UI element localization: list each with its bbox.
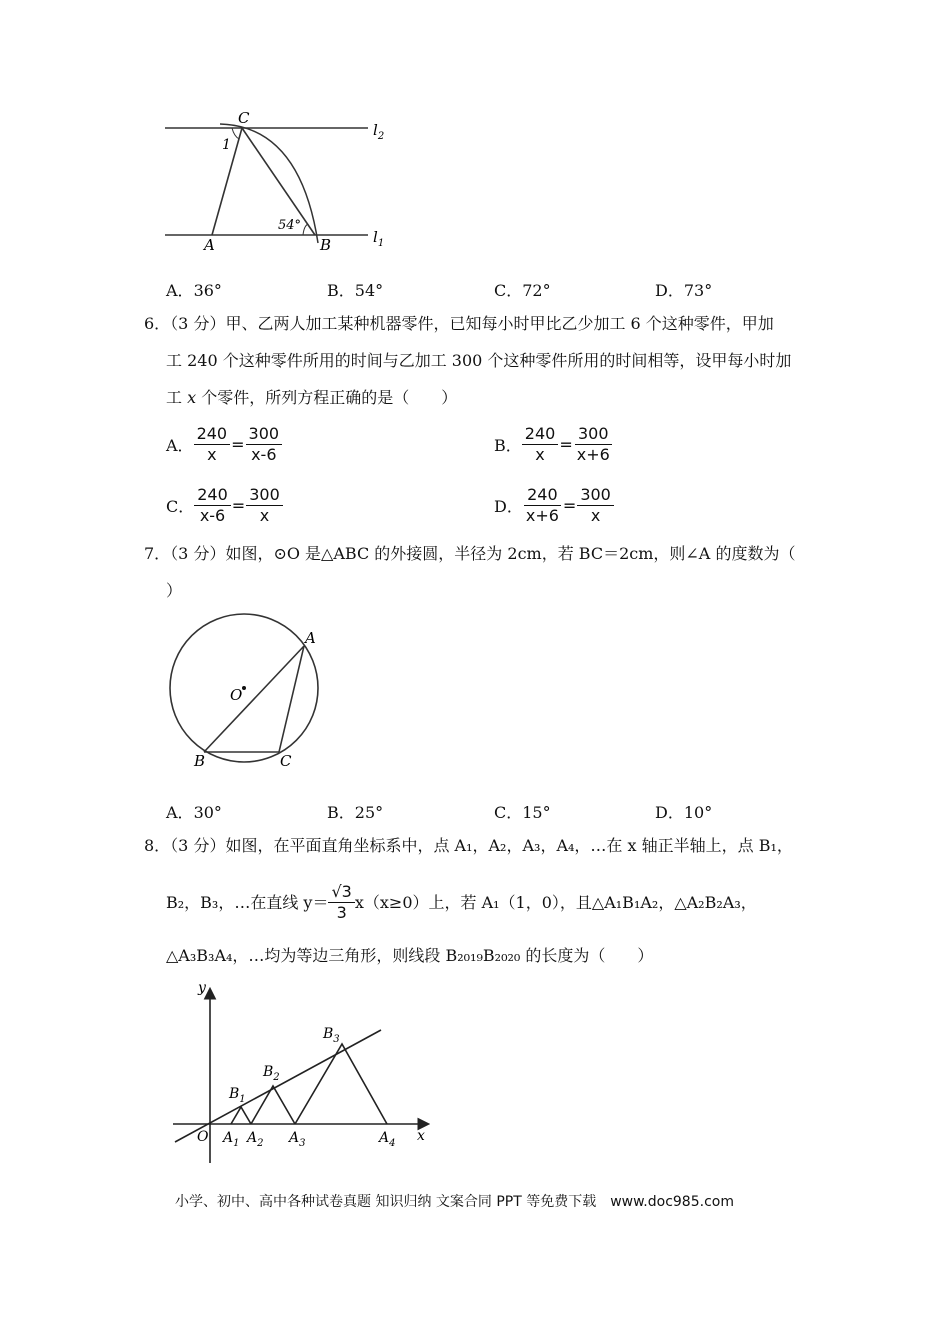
label-54: 54° xyxy=(278,218,302,233)
line-y-root3-over-3 xyxy=(175,1030,381,1142)
label-l1: $l_1$ xyxy=(373,228,385,249)
page-footer: 小学、初中、高中各种试卷真题 知识归纳 文案合同 PPT 等免费下载 www.doc985.com xyxy=(175,1194,734,1210)
label-b1: $B_1$ xyxy=(229,1086,246,1105)
q5-option-a[interactable]: A．36° xyxy=(166,281,222,300)
q8-line-1: 8．（3 分）如图，在平面直角坐标系中，点 A₁，A₂，A₃，A₄，…在 x 轴正半轴上，点 B₁， xyxy=(144,836,793,855)
center-dot xyxy=(242,686,246,690)
angle-mark-1 xyxy=(232,128,239,139)
q6-line-3: 工 x 个零件，所列方程正确的是（ ） xyxy=(166,388,458,407)
triangle-a2b2a3 xyxy=(251,1086,295,1124)
label-c: C xyxy=(280,752,292,770)
label-a1: $A_1$ xyxy=(223,1130,240,1149)
label-a4: $A_4$ xyxy=(379,1130,396,1149)
label-c: C xyxy=(238,109,250,127)
label-1: 1 xyxy=(222,137,231,153)
q8-line-2: B₂，B₃，…在直线 y＝ $\frac{√3}{3}$ x（x≥0）上，若 A₁（1，0），且△A₁B₁A₂，△A₂B₂A₃， xyxy=(166,882,757,922)
q7-line-2: ） xyxy=(166,581,183,600)
q6-option-d[interactable]: D． $\frac{240}{x+6}$ = $\frac{300}{x}$ xyxy=(494,485,614,526)
q8-figure xyxy=(165,978,435,1168)
label-a: A xyxy=(204,236,215,253)
q6-option-b[interactable]: B． $\frac{240}{x}$ = $\frac{300}{x+6}$ xyxy=(494,424,610,464)
q6-option-c[interactable]: C． $\frac{240}{x-6}$ = $\frac{300}{x}$ xyxy=(166,485,283,526)
label-x: x xyxy=(417,1128,425,1144)
q6-line-1: 6．（3 分）甲、乙两人加工某种机器零件，已知每小时甲比乙少加工 6 个这种零件，甲加 xyxy=(144,314,774,333)
q8-fraction: $\frac{√3}{3}$ xyxy=(328,882,354,923)
q7-option-b[interactable]: B．25° xyxy=(327,803,384,822)
arc-cb xyxy=(220,124,318,243)
q5-figure xyxy=(160,108,400,253)
label-b3: $B_3$ xyxy=(323,1026,340,1045)
q5-option-d[interactable]: D．73° xyxy=(655,281,713,300)
q7-option-d[interactable]: D．10° xyxy=(655,803,713,822)
q5-option-b[interactable]: B．54° xyxy=(327,281,384,300)
label-b: B xyxy=(320,236,332,253)
q5-option-c[interactable]: C．72° xyxy=(494,281,551,300)
angle-mark-54 xyxy=(303,224,308,235)
triangle-a3b3a4 xyxy=(295,1044,387,1124)
label-b2: $B_2$ xyxy=(263,1064,280,1083)
label-l2: $l_2$ xyxy=(373,121,385,142)
q8-line-3: △A₃B₃A₄，…均为等边三角形，则线段 B₂₀₁₉B₂₀₂₀ 的长度为（ ） xyxy=(166,946,654,965)
label-o: O xyxy=(197,1129,209,1145)
label-b: B xyxy=(194,752,206,770)
q6-option-a[interactable]: A． $\frac{240}{x}$ = $\frac{300}{x-6}$ xyxy=(166,424,282,465)
q7-option-a[interactable]: A．30° xyxy=(166,803,222,822)
q7-line-1: 7．（3 分）如图，⊙O 是△ABC 的外接圆，半径为 2cm，若 BC＝2cm，则∠A 的度数为（ xyxy=(144,544,796,563)
q6-line-2: 工 240 个这种零件所用的时间与乙加工 300 个这种零件所用的时间相等，设甲每小时加 xyxy=(166,351,792,370)
segment-ab xyxy=(204,646,304,752)
q7-figure xyxy=(160,612,340,772)
label-a: A xyxy=(305,629,316,647)
label-a2: $A_2$ xyxy=(247,1130,264,1149)
label-y: y xyxy=(198,980,206,996)
label-a3: $A_3$ xyxy=(289,1130,306,1149)
q7-option-c[interactable]: C．15° xyxy=(494,803,551,822)
label-o: O xyxy=(230,686,243,704)
